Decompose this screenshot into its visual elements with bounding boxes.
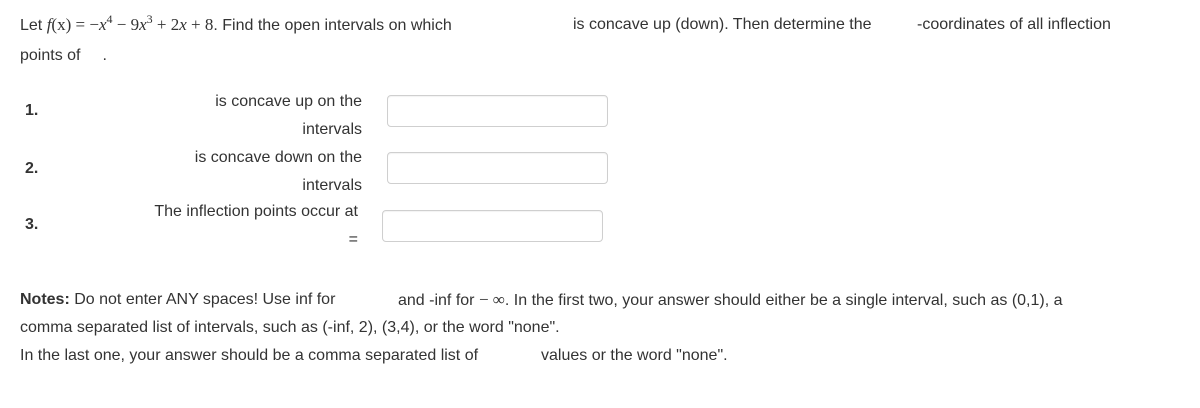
- question-label-3: [154, 198, 358, 254]
- question-label-1-line-1: is concave up on the: [215, 93, 362, 110]
- notes-text-4: comma separated list of intervals, such as (-inf, 2), (3,4), or the word "none".: [20, 319, 560, 336]
- question-number-3: 3.: [25, 216, 39, 233]
- question-label-1: [215, 88, 362, 144]
- notes-line-1: [20, 290, 335, 310]
- question-label-2: [195, 144, 362, 200]
- question-label-2-line-2: intervals: [302, 177, 362, 194]
- function-expression: $f(x) = -x^4 - 9x^3 + 2x + 8$: [46, 12, 214, 34]
- notes-text-3: . In the first two, your answer should either be a single interval, such as (0,1), a: [504, 292, 1063, 309]
- answer-field-3[interactable]: [383, 211, 602, 241]
- answer-field-1[interactable]: [388, 96, 607, 126]
- answer-field-3-wrapper: [382, 210, 603, 242]
- intro-text: Let: [20, 17, 47, 34]
- notes-text-2: and -inf for: [398, 292, 475, 309]
- notes-text-1: Do not enter ANY spaces! Use inf for: [69, 291, 336, 308]
- notes-label: Notes:: [20, 291, 70, 308]
- notes-text-5: In the last one, your answer should be a comma separated list of: [20, 347, 479, 364]
- question-number-1: 1.: [25, 102, 39, 119]
- problem-text-1: . Find the open intervals on which: [213, 17, 452, 34]
- answer-field-2-wrapper: [387, 152, 608, 184]
- problem-text-5: .: [102, 47, 107, 64]
- problem-statement-line-2: [20, 46, 107, 66]
- notes-line-1-part-2: [398, 290, 1063, 311]
- question-number-2: 2.: [25, 160, 39, 177]
- problem-statement-line-1: [20, 12, 452, 36]
- answer-field-1-wrapper: [387, 95, 608, 127]
- problem-text-3: -coordinates of all inflection: [917, 16, 1111, 33]
- problem-text-4: points of: [20, 47, 81, 64]
- notes-text-6: values or the word "none".: [541, 347, 728, 364]
- question-label-1-line-2: intervals: [302, 121, 362, 138]
- problem-text-2: is concave up (down). Then determine the: [573, 16, 872, 33]
- question-label-3-line-1: The inflection points occur at: [154, 203, 358, 220]
- question-label-3-line-2: =: [348, 231, 358, 248]
- question-label-2-line-1: is concave down on the: [194, 149, 362, 166]
- negative-infinity: − ∞: [478, 290, 505, 309]
- answer-field-2[interactable]: [388, 153, 607, 183]
